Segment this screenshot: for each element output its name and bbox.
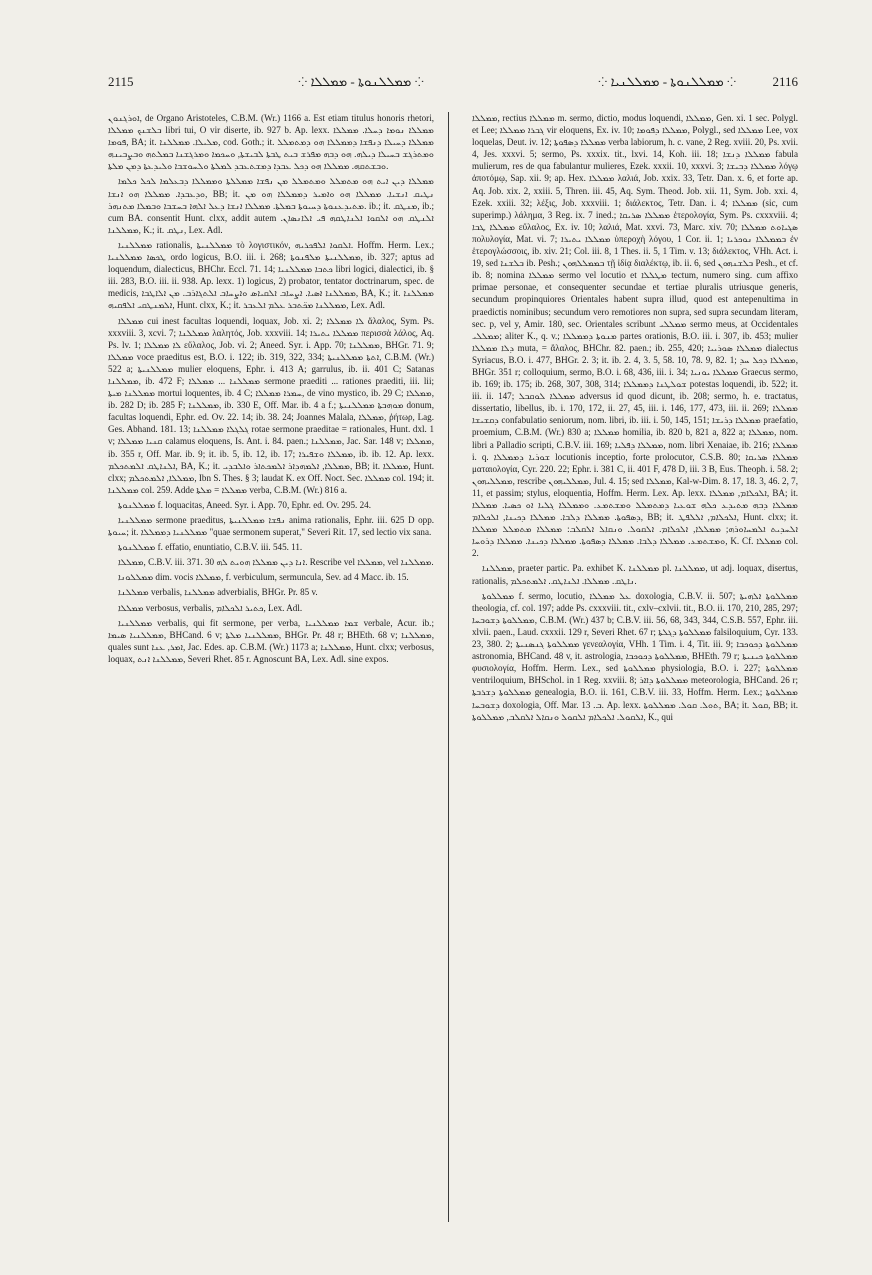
dictionary-entry: ܡܡܠܠܢܐ verbalis, ܡܡܠܠܢܐ adverbialis, BHGr. Pr. 85 v. — [118, 587, 318, 598]
dictionary-entry: ܡܡܠܠܐ, C.B.V. iii. 371. 30 ܐܢܐ ܕܝܢ ܡܡܠܠܐ ܗܘܝܬ ܠܗ. Rescribe vel ܡܡܠܠܐ, vel ܡܡܠܠܢܐ. — [118, 557, 434, 568]
right-page-number: 2116 — [772, 74, 798, 89]
left-running-title: ⁘ ܡܡܠܠܢܘܬܐ - ܡܡܠܠܐ ⁘ — [298, 74, 424, 89]
dictionary-entry: ܡܡܠܠܐ verbosus, verbalis, ܟܬܝܪ ܐܠܟܠܐܡ, Lex. Adl. — [118, 602, 303, 613]
left-page-number: 2115 — [108, 74, 134, 89]
dictionary-entry: ܡܡܠܠܐ cui inest facultas loquendi, loquax, Job. xi. 2; ܠܐ ܡܡܠܠܐ ἄλαλος, Sym. Ps. xxxviii. 3, xcvi. 7; ܡܡܠܠܢܐ λαλητός, Job. xxxviii. 14; ܡܡܠܠܐ ܝܬܝܪܐ περισσὰ λάλος, Aq. Ps. lv. 1; ܠܐ ܡܡܠܠܐ εὔλαλος, Job. vi. 2; Aneed. Syr. i. App. 70; ܡܡܠܠܢܐ, BHGr. 71. 9; ܡܡܠܠܐ voce praeditus est, B.O. i. 122; ib. 319, 322, 334; ܐܬܬܐ ܡܡܠܠܢܝܬܐ, C.B.M. (Wr.) 522 a; ܡܡܠܠܢܝܬܐ mulier eloquens, Ephr. i. 413 A; garrulus, ib. ii. 401 C; Satanas ܡܡܠܠܢܐ, ib. 472 F; ܡܡܠܠܢܐ ... ܡܡܠܠܐ sermone praediti ... rationes praediti, iii. lii; ܡܡܠܠܢܐ ܡܝܬܐ mortui loquentes, ib. 4 C; ܚܡܪܐ ܡܡܠܠܐ, de vino mystico, ib. 29 C; ܡܡܠܠܐ, ib. 282 D; ib. 285 F; ܡܡܠܠܢܐ, ib. 330 E, Off. Mar. ib. 4 a f.; ܡܘܗܒܬܐ ܡܡܠܠܢܝܬܐ donum, facultas loquendi, Ephr. ed. Ov. 22. 14; ib. 38. 24; Joannes Malala, ܡܡܠܠܐ, ῥήτωρ, Lag. Ges. Abhand. 181. 13; ܓܠܓܠܐ ܡܡܠܠܢܐ rotae sermone praeditae = rationales, Hunt. dxl. 1 v; ܩܢܝܐ ܡܡܠܠܐ calamus eloquens, Is. Ant. i. 84. paen.; ܡܡܠܠܢܐ, Jac. Sar. 148 v; ܡܡܠܠܐ, ib. 355 r, Off. Mar. ib. 9; it. ib. 5, ib. 12, ib. 17; ܡܡܠܠܐ ܘܫܦܝܪܐ, ib. ib. 12. Ap. lexx. ܐܠܢܐܛܩ ܐܠܡܬܟܠܡ, BA, K.; it. ܡܡܠܠܐ, ܐܠܡܗܕܐܪ ܐܠܡܟܬܐܪ ܘܐܠܒܕܝ, BB; it. ܡܡܠܠܐ, Hunt. clxx; ܡܡܠܠܐ, ܐܠܡܬܟܠܡ, Ibn S. Thes. § 3; laudat K. ex Off. Noct. Sec. ܡܡܠܠܐ col. 194; it. ܡܡܠܠܢܐ col. 259. Adde ܡܡܠܠܐ = ܡܠܬܐ verba, C.B.M. (Wr.) 816 a. — [108, 315, 434, 495]
dictionary-entry: ܡܡܠܠܘܢܐ dim. vocis ܡܡܠܠܐ, f. verbiculum, sermuncula, Sev. ad 4 Macc. ib. 15. — [118, 572, 409, 583]
dictionary-entry: ܐܘܪܓܢܘܢ, de Organo Aristoteles, C.B.M. (Wr.) 1166 a. Est etiam titulus honoris rhetori, ܒܠܫܢܟ ܡܡܠܠܐ libri tui, O vir diserte, ib. 927 b. Ap. lexx. ܡܡܠܠܐ ܢܘܡܐ ܕܚܠܐ. ܡܡܠܠܐ ܦܘܡܐ, BA; it. ܡܠܝܠܐ. ܡܡܠܠܢܐ, cod. Goth.; it. ܡܡܠܠܐ ܕܚܝܠܐ ܕܢܦܫܐ ܕܡܡܠܠܐ ܗܘ ܕܡܬܡܠܠ ܘܡܬܪܓܫ ܒܚܝܠܐ ܕܝܠܗ. ܗܘ ܕܒܗ ܡܦܪܫ ܒܝܬ ܛܒܬܐ ܠܒܝܫܬܐ, ܘܚܟܡܐ ܘܡܪܓܫܢܐ ܒܡܠܬܗ ܘܒܨܒܝܢܗ ܘܒܫܬܩܗ. ܡܡܠܠܐ ܗܘ ܕܟܠ ܥܒܕܐ ܕܡܫܬܥܒܕ ܠܡܠܬܐ ܘܠܚܘܫܒܐ ܘܠܝܕܥܬܐ ܕܡܢ ܡܠܬܐ. — [108, 113, 434, 172]
dictionary-entry: ܡܡܠܠܢܘܬܐ f. loquacitas, Aneed. Syr. i. App. 70, Ephr. ed. Ov. 295. 24. — [118, 499, 371, 510]
dictionary-entry: ܡܡܠܠܘܬܐ f. sermo, locutio, ܥܠ ܡܡܠܠܐ doxologia, C.B.V. ii. 507; ܡܡܠܠܘܬܐ ܐܠܗܝܬܐ theologia, cf. col. 197; adde Ps. cxxxviii. tit., cxlv–cxlvii. tit., B.O. ii. 170, 210, 285, 297; ܡܡܠܠܘܬܐ ܕܫܘܒܚܐ, C.B.M. (Wr.) 437 b; C.B.V. iii. 56, 68, 343, 344, C.S.B. 557, Ephr. iii. xlvii. paen., Laud. cxxxii. 129 r, Severi Rhet. 67 r; ܡܡܠܠܘܬܐ ܕܓܠܬܐ falsiloquium, Cyr. 133. 23, 380. 2; ܡܡܠܠܘܬܐ ܓܢܣܢܝܬܐ γενεαλογία, VHh. 1 Tim. i. 4, Tit. iii. 9; ܡܡܠܠܘܬܐ ܕܟܘܟܒܐ astronomia, BHCand. 48 v, it. astrologia, ܡܡܠܠܘܬܐ ܕܟܘܟܒܐ, BHEth. 79 r; ܡܡܠܠܘܬܐ ܟܝܢܝܬܐ φυσιολογία, Hoffm. Herm. Lex., sed ܡܡܠܠܘܬܐ physiologia, B.O. i. 227; ܡܡܠܠܘܬܐ ventriloquium, BHSchol. in 1 Reg. xxviii. 8; ܡܡܠܠܘܬܐ ܕܐܐܪ meteorologia, BHCand. 26 r; ܡܡܠܠܘܬܐ ܕܫܪܒܬܐ genealogia, B.O. ii. 161, C.B.V. iii. 33, Hoffm. Herm. Lex.; ܡܡܠܠܘܬܐ ܕܫܘܒܚܐ doxologia, Off. Mar. ܒ. 13. Ap. lexx. ܬܘܠ. ܩܘܠ. ܡܡܠܠܘܬܐ, BA; it. ܩܘܠ, BB; it. ܐܠܩܘܠ. ܐܠܟܠܐܡ ܐܠܩܘܠ ܘܢܩܐܠ ܐܠܩܠܒ, ܡܡܠܠܘܬܐ, K., qui — [472, 590, 798, 722]
dictionary-entry: ܡܡܠܠܢܝܐ verbalis, qui fit sermone, per verba, ܫܡܐ ܡܡܠܠܢܝܐ verbale, Acur. ib.; ܡܡܠܠܢܝܐ ܣܝܡܐ, BHCand. 6 v; ܡܡܠܠܢܝܐ ܡܠܬܐ, BHGr. Pr. 48 r; BHEth. 68 v; ܡܡܠܠܢܐ, quales sunt ܐܡܪ, ܥܢܐ, Jac. Edes. ap. C.B.M. (Wr.) 1173 a; ܡܡܠܠܢܐ, Hunt. clxx; verbosus, loquax, ܡܡܠܠܢܐ ܐܢܬ, Severi Rhet. 85 r. Agnoscunt BA, Lex. Adl. sine expos. — [108, 617, 434, 664]
dictionary-entry: ܡܡܠܠܢܘܬܐ f. effatio, enuntiatio, C.B.V. iii. 545. 11. — [118, 542, 303, 553]
dictionary-entry: ܡܡܠܠܢܐ, praeter partic. Pa. exhibet K. ܡܡܠܠܢܐ pl. ܡܡܠܠܢܐ, ut adj. loquax, disertus, rationalis, ܢܐܛܩ. ܡܡܠܠܐ. ܐܠܢܐܛܩ. ܐܠܡܬܟܠܡ. — [472, 563, 798, 586]
column-divider — [448, 112, 449, 1222]
left-column — [108, 112, 434, 1227]
page-header — [108, 74, 798, 96]
dictionary-entry: ܡܡܠܠܐ ܕܝܢ ܐܝܬ ܗܘ ܡܬܡܠܠ ܘܡܬܡܠܠ ܡܢ ܢܦܫܐ ܡܡܠܠܬܐ ܘܡܡܠܠܐ ܕܒܥܠܡܐ ܠܟܠ ܟܠܡܐ ܘܕܥܒܕܐ. ܡܡܠܠܐ ܗܘ ܐܢܫܐ, BB; it. ܢܛܝܩ ܐܢܫܝܐ. ܡܡܠܠܐ ܗܘ ܘܐܡܝܪ ܕܡܡܠܠܐ ܗܘ ܡܢ ܡܬܝܕܥܢܘܬܐ ܕܚܝܘܬܐ ܒܡܠܬܐ. ܡܡܠܠܐ ܐܢܫܐ ܕܥܠ ܐܠܗܐ ܒܚܫܒܐ ܘܒܡܠܐ ܡܬܢܗܪ. ib.; it. ܡܢܛܩ, ib.; cum BA. consentit Hunt. clxx, addit autem ܐܠܢܛܩ ܗܘ ܐܠܩܘܐ ܐܠܢܐܛܩܗ ܦܝ ܐܠܐܢܣܐܢ. ܡܡܠܠܢܐ, K.; it. ܢܛܩ, Lex. Adl. — [108, 176, 434, 235]
right-running-title: ⁘ ܡܡܠܠܢܘܬܐ - ܡܡܠܠܢܝܐ ⁘ — [598, 74, 737, 89]
right-column — [472, 112, 798, 1227]
dictionary-entry: ܡܡܠܠܢܝܐ sermone praeditus, ܢܦܫܐ ܡܡܠܠܢܝܬܐ anima rationalis, Ephr. iii. 625 D opp. ܚܝܘܬܐ; it. ܡܡܠܠܢܝܐ ܕܡܡܠܠܐ "quae sermonem superat," Severi Rit. 17, sed lectio vix sana. — [108, 515, 434, 538]
dictionary-entry: ܡܡܠܠܐ, rectius ܡܡܠܠܐ m. sermo, dictio, modus loquendi, ܡܡܠܠܐ, Gen. xi. 1 sec. Polygl. et Lee; ܓܒܪܐ ܡܡܠܠܐ vir eloquens, Ex. iv. 10; ܡܡܠܠܐ ܕܦܘܡܐ, Polygl., sed ܡܡܠܠܐ Lee, vox loquelas, Deut. iv. 12; ܡܡܠܠܐ ܕܣܦܘܬܐ verba labiorum, h. c. vane, 2 Reg. xviii. 20, Ps. xvii. 4, Jes. xxxvi. 5; sermo, Ps. xxxix. tit., lxvi. 14, Koh. iii. 18; ܡܡܠܠܐ ܕܢܫܐ fabula mulierum, res de qua fabulantur mulieres, Ezek. xxxii. 10, xxxvi. 3; ܡܡܠܠܐ ܕܒܝܫܐ λόγῳ ἀποτόμῳ, Sap. xii. 9; ap. Hex. ܡܡܠܠܐ λαλιά, Job. xxix. 33, Tetr. Dan. x. 6, et forte ap. Aq. Job. xix. 2, xxiii. 5, Thren. iii. 45, Aq. Sym. Theod. Job. xii. 11, Sym. Job. xxi. 4, Ezek. xxiii. 32; λέξις, Job. xxxviii. 1; διάλεκτος, Tetr. Dan. i. 4; ܡܡܠܠܐ (sic, cum superimp.) λάλημα, 3 Reg. ix. 7 ined.; ܡܡܠܠܐ ܣܪܝܩܐ ἑτερολογία, Sym. Ps. cxxxviii. 4; ܡܡܠܠܐ ܛܒܐ εὔλαλος, Ex. iv. 10; λαλιά, Mat. xxvi. 73, Marc. xiv. 70; ܣܓܝܐܘܬ ܡܡܠܠܐ πολυλογία, Mat. vi. 7; ܡܡܠܠܐ ܝܬܝܪܐ ὑπεροχὴ λόγου, 1 Cor. ii. 1; ܒܡܡܠܠܐ ܢܘܟܪܝܐ ἐν ἑτερογλώσσοις, ib. xiv. 21; Col. iii. 8, 1 Thes. ii. 5, 1 Tim. v. 13; διάλεκτος, VHh. Act. i. 19, sed ܒܠܫܢܐ ib. Pesh.; ܒܡܡܠܠܗܘܢ τῇ ἰδίᾳ διαλέκτῳ, ib. ii. 6, sed ܒܠܫܢܗܘܢ Pesh., et cf. ib. 8; nomina ܡܡܠܠܐ sermo vel locutio et ܡܛܠܠܐ tectum, numero sing. cum affixo primae personae, et consequenter secundae et tertiae pluralis utriusque generis, secundum propinquiores Orientales habent supra illud, quod est antepenultima in praedictis nominibus; secundum vero remotiores non supra, sed supra secundam literam, sec. p, vel y, Amir. 180, sec. Orientales scribunt ܡܡܠܠܝ sermo meus, at Occidentales ܡܡܠܠܝ; aliter K., q. v.; ܡܢܘܬܐ ܕܡܡܠܠܐ partes orationis, B.O. iii. i. 307, ib. 453; mulier ܕܠܐ ܡܡܠܠܐ muta, = ἄλαλος, BHChr. 82. paen.; ib. 255, 420; ܡܡܠܠܐ ܣܘܪܝܝܐ dialectus Syriacus, B.O. i. 477, BHGr. 2. 3; it. ib. 2. 4, 3. 5, 58. 10, 78. 9, 82. 1; ܡܡܠܠܐ ܕܟܠ ܚܕ, BHGr. 351 r; colloquium, sermo, B.O. i. 68, 436, iii. i. 34; ܡܡܠܠܐ ܝܘܢܝܐ Graecus sermo, ib. 169; ib. 175; ib. 268, 307, 308, 314; ܫܘܠܛܢܐ ܕܡܡܠܠܐ potestas loquendi, ib. 522; it. iii. ii. 147; ܡܡܠܠܐ ܠܘܩܒܠ adversus id quod dicunt, ib. 208; sermo, h. e. tractatus, dissertatio, libellus, ib. i. 170, 172, ii. 27, 45, iii. i. 146, 177, 473, iii. ii. 269; ܡܡܠܠܐ ܕܩܫܝܫܐ confabulatio seniorum, nom. libri, ib. iii. i. 50, 145, 151; ܡܡܠܠܐ ܕܪܝܫܐ praefatio, proemium, C.B.M. (Wr.) 830 a; ܡܡܠܠܐ homilia, ib. 820 b, 821 a, 822 a; ܡܡܠܠܐ, nom. libri a Palladio scripti, C.B.V. iii. 169; ܡܡܠܠܐ ܕܦܠܝܐ, nom. libri Xenaiae, ib. 216; ܡܡܠܠܐ i. q. ܫܘܪܝܐ ܕܡܡܠܠܐ locutionis inceptio, forte prolocutor, C.S.B. 80; ܡܡܠܠܐ ܣܪܝܩܐ ματαιολογία, Cyr. 220. 22; Ephr. i. 381 C, ii. 401 F, 478 D, iii. 3 B, Eus. Theoph. i. 58. 2; ܡܡܠܠܝܗܘܢ, rescribe ܡܡܠܠܝܗܘܢ, Jul. 4. 15; sed ܡܡܠܠܐ, Kal-w-Dim. 8. 17, 18. 3, 46. 2, 7, 11, et passim; stylus, eloquentia, Hoffm. Herm. Lex. Ap. lexx. ܐܠܟܠܐܡ, ܡܡܠܠܐ, BA; it. ܡܡܠܠܐ ܕܒܗ ܡܬܝܕܥ ܟܠܗ ܫܘܥܝܐ ܕܡܬܡܠܠ ܘܡܫܬܡܥ. ܘܡܡܠܠܐ ܓܠܝܐ ܐܘ ܟܣܝܐ. ܡܡܠܠܐ ܕܣܦܘܬܐ. ܡܡܠܠܐ ܕܠܒܐ. ܡܡܠܠܐ ܕܟܝܢܐ, ܐܠܟܠܐܡ, BB; it. ܐܠܟܠܐܡ, ܐܠܠܦܛ, Hunt. clxx; it. ܐܠܚܕܝܬ ܐܠܡܚܐܘܪܗ; ܡܡܠܠܐ, ܐܠܟܠܐܡ. ܐܠܩܘܠ. ܘܢܩܐܠ ܐܠܩܠܒ: ܡܡܠܠܐ ܡܬܡܠܠ ܡܡܠܠܐ ܘܡܫܬܡܥ. ܡܡܠܠܐ ܕܠܒܐ. ܡܡܠܠܐ ܕܣܦܘܬܐ. ܡܡܠܠܐ ܕܟܝܢܐ. ܡܡܠܠܐ ܕܪܘܚܐ, K. Cf. ܡܡܠܠܐ col. 2. — [472, 113, 798, 559]
dictionary-entry: ܡܡܠܠܢܝܐ rationalis, ܡܡܠܠܢܝܬܐ τὸ λογιστικόν, ܐܠܩܘܐ ܐܠܦܟܪܝܗ. Hoffm. Herm. Lex.; ܛܟܣܐ ܡܡܠܠܢܝܐ ordo logicus, B.O. iii. i. 268; ܡܡܠܠܢܝܬܐ ܡܠܦܢܘܬܐ, ib. 327; aptus ad loquendum, dialecticus, BHChr. Eccl. 71. 14; ܟܬܒܐ ܡܡܠܠܢܝܐ libri logici, dialectici, ib. § iii. 283, B.O. iii. ii. 938. Ap. lexx. 1) logicus, 2) probator, tentator doctrinarum, spec. de medicis, ܡܡܠܠܢܐ ܐܣܝܐ. ܐܨܚܐܒ ܐܠܩܝܐܣ ܘܐܨܚܐܒ ܐܠܬܓܐܪܒ. ܡܢ ܐܠܐܛܒܐ, BA, K.; it. ܡܡܠܠܢܐ ܐܠܡܢܛܩܝ ܐܠܦܩܝܗ, Hunt. clxx, K.; it. ܡܡܠܠܢܐ ܡܟ̈ܬܒܪ ܥܠܡ ܐܠܥܒܪ, Lex. Adl. — [108, 239, 434, 311]
